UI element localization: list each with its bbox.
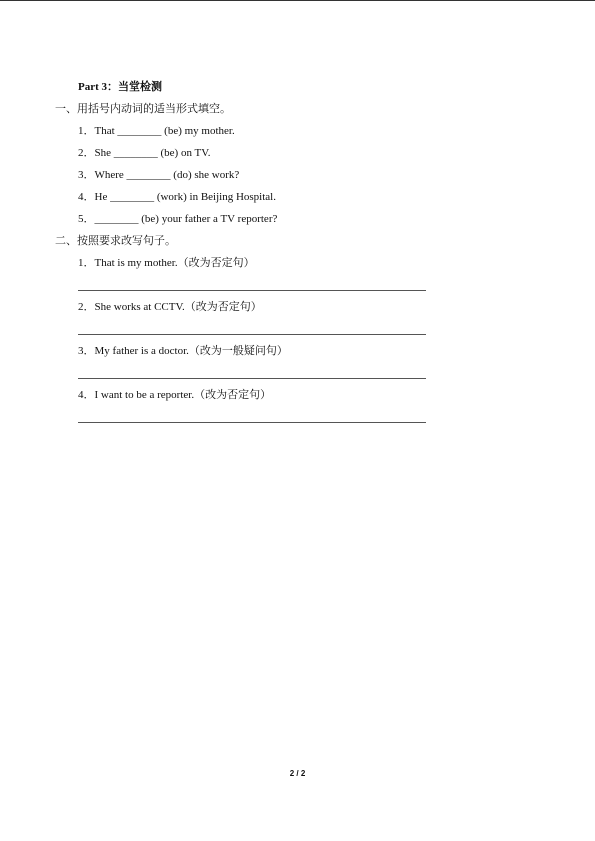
top-border <box>0 0 595 1</box>
section1-item-1: 1．That ________ (be) my mother. <box>78 125 235 137</box>
section1-item-4: 4．He ________ (work) in Beijing Hospital. <box>78 191 276 203</box>
section1-item-2: 2．She ________ (be) on TV. <box>78 147 211 159</box>
answer-line-3 <box>78 378 426 379</box>
page-number: 2 / 2 <box>289 769 306 778</box>
section2-item-1: 1．That is my mother.（改为否定句） <box>78 257 255 269</box>
answer-line-4 <box>78 422 426 423</box>
section2-title: 二、按照要求改写句子。 <box>55 235 176 247</box>
answer-line-2 <box>78 334 426 335</box>
section1-item-5: 5．________ (be) your father a TV reporter? <box>78 213 278 225</box>
section2-item-2: 2．She works at CCTV.（改为否定句） <box>78 301 262 313</box>
section1-item-3: 3．Where ________ (do) she work? <box>78 169 240 181</box>
section2-item-3: 3．My father is a doctor.（改为一般疑问句） <box>78 345 288 357</box>
answer-line-1 <box>78 290 426 291</box>
section2-item-4: 4．I want to be a reporter.（改为否定句） <box>78 389 272 401</box>
part-heading: Part 3：当堂检测 <box>78 81 163 93</box>
section1-title: 一、用括号内动词的适当形式填空。 <box>55 103 231 115</box>
